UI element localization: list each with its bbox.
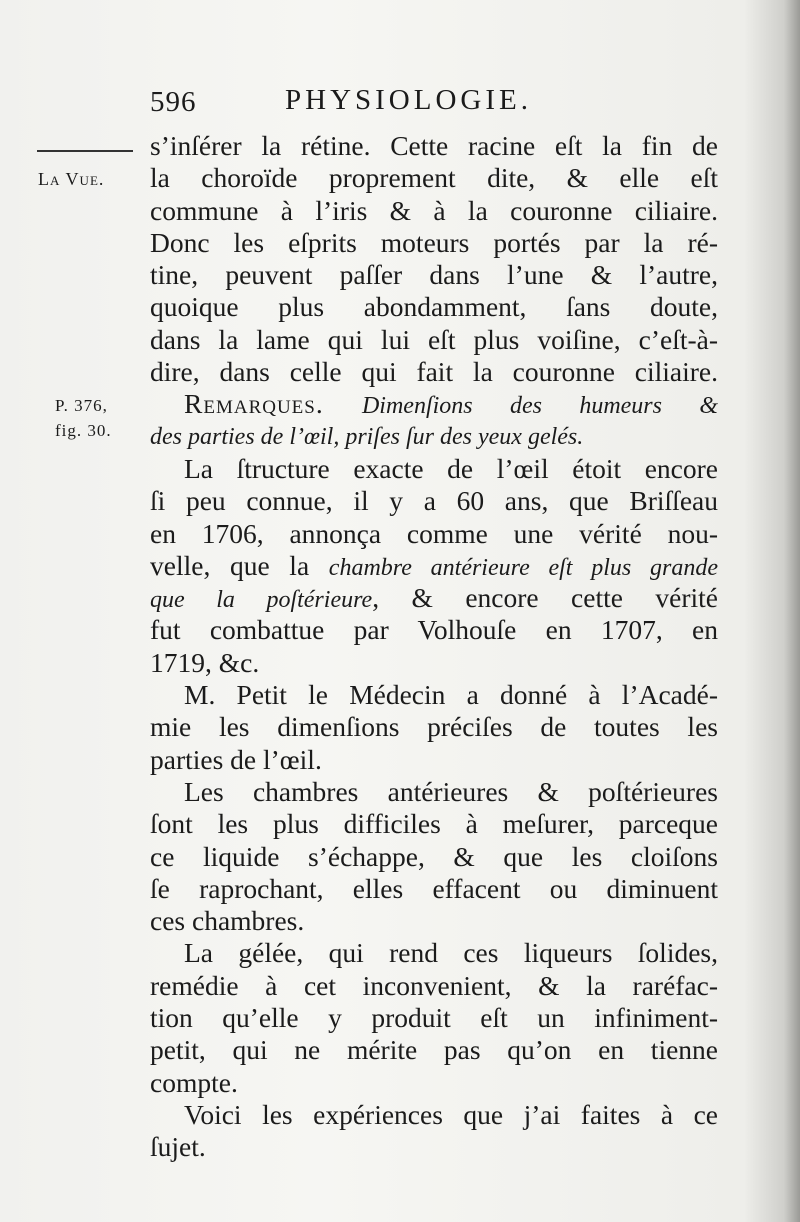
running-title: PHYSIOLOGIE. (285, 84, 532, 116)
text-line: ce liquide s’échappe, & que les cloiſons (150, 840, 718, 872)
italic-phrase: que la poſtérieure (150, 587, 373, 614)
text-line: M. Petit le Médecin a donné à l’Acadé- (184, 679, 718, 711)
text-fragment: velle, que la (150, 549, 310, 581)
italic-phrase: chambre antérieure eſt plus grande (328, 554, 719, 581)
page-header (0, 78, 800, 122)
page-number: 596 (150, 86, 197, 118)
text-line: tine, peuvent paſſer dans l’une & l’autre, (150, 259, 718, 291)
text-line: en 1706, annonça comme une vérité nou- (150, 517, 718, 549)
text-line: dans la lame qui lui eſt plus voiſine, c’eſt-à- (150, 323, 718, 355)
text-line (150, 550, 718, 582)
text-line: Donc les eſprits moteurs portés par la ré- (150, 226, 718, 258)
text-line: Voici les expériences que j’ai faites à ce (184, 1098, 718, 1130)
text-line: parties de l’œil. (150, 743, 322, 775)
text-line: des parties de l’œil, priſes ſur des yeux gelés. (150, 423, 584, 450)
text-line: dire, dans celle qui fait la couronne ciliaire. (150, 356, 718, 388)
text-line: quoique plus abondamment, ſans doute, (150, 291, 718, 323)
text-line (150, 582, 718, 614)
text-line: 1719, &c. (150, 646, 260, 678)
margin-rule (37, 150, 133, 152)
text-line: ſont les plus difficiles à meſurer, parceque (150, 808, 718, 840)
remarks-heading: Remarques. (184, 388, 324, 420)
text-line: La gélée, qui rend ces liqueurs ſolides, (184, 937, 718, 969)
text-line: tion qu’elle y produit eſt un infiniment- (150, 1002, 718, 1034)
text-fragment: , & encore cette vérité (372, 582, 718, 614)
text-line: ces chambres. (150, 905, 305, 937)
text-line: petit, qui ne mérite pas qu’on en tienne (150, 1034, 718, 1066)
margin-section-label: La Vue. (38, 169, 105, 189)
text-line: remédie à cet inconvenient, & la raréfac- (150, 969, 718, 1001)
body-text (150, 130, 718, 1164)
remarks-subtitle: Dimenſions des humeurs & (361, 393, 719, 420)
text-line: la choroïde proprement dite, & elle eſt (150, 162, 718, 194)
text-line: Les chambres antérieures & poſtérieures (184, 775, 718, 807)
text-line: fut combattue par Volhouſe en 1707, en (150, 614, 718, 646)
text-line: s’inſérer la rétine. Cette racine eſt la fin de (150, 130, 718, 161)
text-line: mie les dimenſions préciſes de toutes les (150, 711, 718, 743)
text-line: ſe raprochant, elles effacent ou diminuent (150, 872, 718, 904)
text-line: compte. (150, 1066, 238, 1098)
margin-page-reference: P. 376, (55, 396, 108, 415)
text-line (150, 388, 718, 420)
text-line: ſi peu connue, il y a 60 ans, que Briſſeau (150, 485, 718, 517)
text-line: ſujet. (150, 1131, 206, 1163)
margin-figure-reference: fig. 30. (55, 421, 112, 440)
text-line: commune à l’iris & à la couronne ciliaire. (150, 194, 718, 226)
text-line: La ſtructure exacte de l’œil étoit encore (184, 452, 718, 484)
